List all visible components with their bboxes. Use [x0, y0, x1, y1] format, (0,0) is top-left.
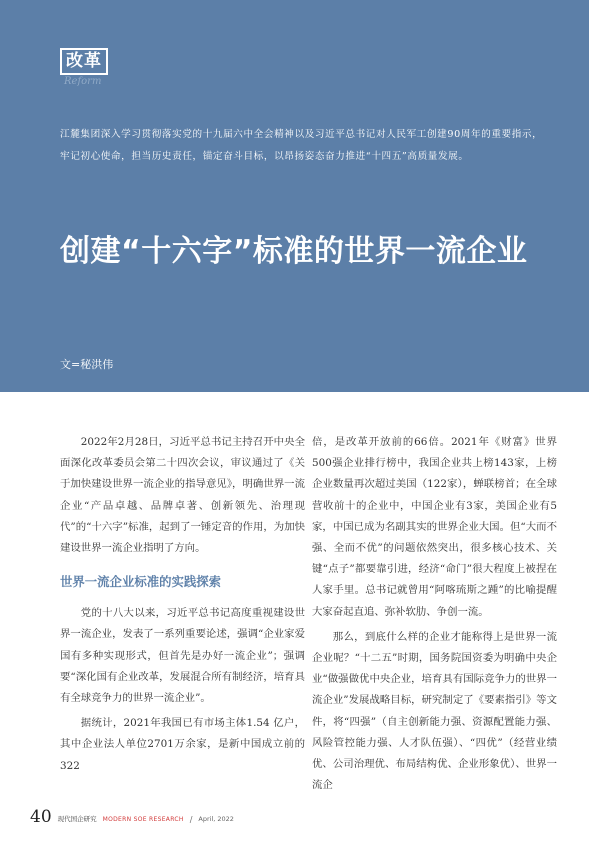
paragraph: 2022年2月28日，习近平总书记主持召开中央全面深化改革委员会第二十四次会议，审议通过了《关于加快建设世界一流企业的指导意见》，明确世界一流企业“产品卓越、品牌卓著、创新领先、治理现代”的“十六字”标准，起到了一锤定音的作用，为加快建设世界一流企业指明了方向。 — [60, 436, 305, 555]
paragraph: 党的十八大以来，习近平总书记高度重视建设世界一流企业，发表了一系列重要论述，强调“企业家爱国有多种实现形式，但首先是办好一流企业”；强调要“深化国有企业改革，发展混合所有制经济，培育具有全球竞争力的世界一流企业”。 — [60, 607, 305, 705]
issue-date: April, 2022 — [198, 815, 234, 823]
section-tag: 改革 — [60, 48, 108, 75]
paragraph: 倍，是改革开放前的66倍。2021年《财富》世界500强企业排行榜中，我国企业共上榜143家，上榜企业数量再次超过美国（122家），蝉联榜首；在全球营收前十的企业中，中国企业有3家，美国企业有5家，中国已成为名副其实的世界企业大国。但“大而不强、全而不优”的问题依然突出，很多核心技术、关键“点子”都要靠引进，经济“命门”很大程度上被捏在人家手里。总书记就曾用“阿喀琉斯之踵”的比喻提醒大家奋起直追、弥补软肋、争创一流。 — [312, 436, 557, 618]
footer-separator: / — [189, 815, 193, 824]
right-column — [312, 432, 557, 800]
author-byline: 文=秘洪伟 — [60, 358, 114, 371]
section-heading: 世界一流企业标准的实践探索 — [60, 574, 222, 590]
left-column — [60, 432, 305, 781]
article-title: 创建“十六字”标准的世界一流企业 — [60, 234, 528, 269]
magazine-name-english: MODERN SOE RESEARCH — [102, 816, 184, 823]
lead-paragraph: 江麓集团深入学习贯彻落实党的十九届六中全会精神以及习近平总书记对人民军工创建90周年的重要指示，牢记初心使命，担当历史责任，锚定奋斗目标，以昂扬姿态奋力推进“十四五”高质量发展。 — [60, 129, 543, 162]
page-footer — [30, 806, 234, 826]
hero-edge — [589, 0, 600, 392]
section-tag-english: Reform — [64, 76, 102, 87]
paragraph: 那么，到底什么样的企业才能称得上是世界一流企业呢？“十二五”时期，国务院国资委为明确中央企业“做强做优中央企业，培育具有国际竞争力的世界一流企业”发展战略目标，研究制定了《要素指引》等文件，将“四强”（自主创新能力强、资源配置能力强、风险管控能力强、人才队伍强）、“四优”（经营业绩优、公司治理优、布局结构优、企业形象优）、世界一流企 — [312, 630, 557, 792]
magazine-name: 现代国企研究 — [57, 815, 97, 823]
paragraph: 据统计，2021年我国已有市场主体1.54 亿户，其中企业法人单位2701万余家，是新中国成立前的322 — [60, 717, 305, 772]
page-number: 40 — [30, 807, 52, 827]
